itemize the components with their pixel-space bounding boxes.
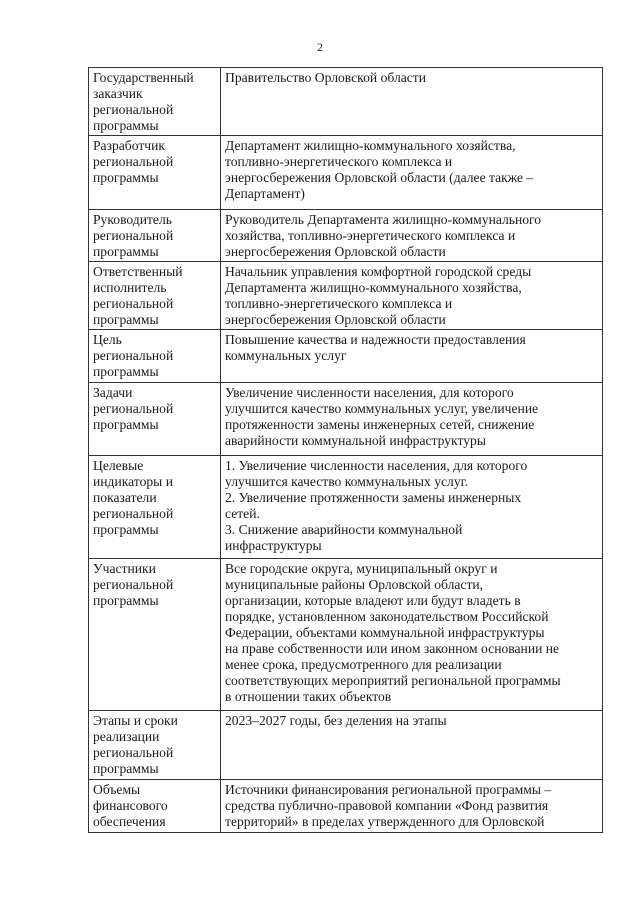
value-line: хозяйства, топливно-энергетического комплекса и (225, 228, 516, 243)
row-value (221, 68, 603, 136)
row-label (89, 559, 221, 711)
value-line: топливно-энергетического комплекса и (225, 154, 453, 169)
row-label (89, 210, 221, 262)
table-row-customer (89, 68, 603, 136)
value-line: на праве собственности или ином законном основании не (225, 641, 560, 656)
label-line: реализации (93, 729, 160, 744)
label-line: показатели (93, 490, 157, 505)
label-line: региональной (93, 228, 174, 243)
label-line: региональной (93, 577, 174, 592)
value-line: энергосбережения Орловской области (225, 244, 446, 259)
label-line: Государственный (93, 70, 194, 85)
value-line: инфраструктуры (225, 538, 322, 553)
value-line: организации, которые владеют или будут владеть в (225, 593, 521, 608)
label-line: Ответственный (93, 264, 183, 279)
label-line: Этапы и сроки (93, 713, 178, 728)
table-row-tasks (89, 383, 603, 456)
label-line: региональной (93, 348, 174, 363)
row-value (221, 262, 603, 330)
table-row-executor (89, 262, 603, 330)
label-line: региональной (93, 745, 174, 760)
label-line: Участники (93, 561, 156, 576)
value-line: Все городские округа, муниципальный округ и (225, 561, 498, 576)
value-line: энергосбережения Орловской области (225, 312, 446, 327)
value-line: 1. Увеличение численности населения, для которого (225, 458, 528, 473)
row-label (89, 383, 221, 456)
value-line: менее срока, предусмотренного для реализации (225, 657, 502, 672)
row-value (221, 330, 603, 383)
value-line: Департамент жилищно-коммунального хозяйства, (225, 138, 516, 153)
label-line: исполнитель (93, 280, 167, 295)
label-line: Объемы (93, 782, 141, 797)
value-line: соответствующих мероприятий региональной программы (225, 673, 561, 688)
value-line: коммунальных услуг (225, 348, 347, 363)
label-line: региональной (93, 506, 174, 521)
label-line: программы (93, 312, 159, 327)
table-row-participants (89, 559, 603, 711)
row-label (89, 68, 221, 136)
value-line: территорий» в пределах утвержденного для Орловской (225, 814, 545, 829)
label-line: региональной (93, 401, 174, 416)
value-line: 3. Снижение аварийности коммунальной (225, 522, 463, 537)
table-row-goal (89, 330, 603, 383)
row-value (221, 210, 603, 262)
label-line: Разработчик (93, 138, 165, 153)
label-line: Цель (93, 332, 122, 347)
label-line: региональной (93, 296, 174, 311)
value-line: в отношении таких объектов (225, 689, 392, 704)
label-line: региональной (93, 154, 174, 169)
row-label (89, 780, 221, 833)
value-line: Увеличение численности населения, для которого (225, 385, 514, 400)
value-line: Начальник управления комфортной городской среды (225, 264, 532, 279)
table-row-funding (89, 780, 603, 833)
label-line: региональной (93, 102, 174, 117)
row-label (89, 456, 221, 559)
label-line: финансового (93, 798, 168, 813)
label-line: программы (93, 244, 159, 259)
label-line: программы (93, 761, 159, 776)
row-label (89, 711, 221, 780)
table-row-indicators (89, 456, 603, 559)
label-line: программы (93, 593, 159, 608)
row-label (89, 330, 221, 383)
value-line: Департамент) (225, 186, 305, 201)
table-row-head (89, 210, 603, 262)
value-line: улучшится качество коммунальных услуг. (225, 474, 469, 489)
value-line: 2023–2027 годы, без деления на этапы (225, 713, 447, 728)
value-line: порядке, установленном законодательством Российской (225, 609, 549, 624)
program-passport-table (88, 67, 603, 833)
label-line: программы (93, 118, 159, 133)
value-line: топливно-энергетического комплекса и (225, 296, 453, 311)
row-label (89, 136, 221, 210)
table-row-developer (89, 136, 603, 210)
value-line: сетей. (225, 506, 260, 521)
value-line: аварийности коммунальной инфраструктуры (225, 433, 486, 448)
table-row-stages (89, 711, 603, 780)
value-line: муниципальные районы Орловской области, (225, 577, 484, 592)
row-value (221, 383, 603, 456)
value-line: Источники финансирования региональной программы – (225, 782, 552, 797)
value-line: 2. Увеличение протяженности замены инженерных (225, 490, 522, 505)
value-line: средства публично-правовой компании «Фонд развития (225, 798, 549, 813)
label-line: Задачи (93, 385, 133, 400)
row-value (221, 780, 603, 833)
value-line: Повышение качества и надежности предоставления (225, 332, 526, 347)
label-line: Руководитель (93, 212, 172, 227)
label-line: заказчик (93, 86, 143, 101)
row-label (89, 262, 221, 330)
label-line: программы (93, 170, 159, 185)
value-line: Руководитель Департамента жилищно-коммунального (225, 212, 542, 227)
row-value (221, 559, 603, 711)
value-line: Правительство Орловской области (225, 70, 427, 85)
value-line: Департамента жилищно-коммунального хозяйства, (225, 280, 522, 295)
row-value (221, 456, 603, 559)
value-line: энергосбережения Орловской области (далее также – (225, 170, 534, 185)
row-value (221, 136, 603, 210)
label-line: программы (93, 522, 159, 537)
label-line: программы (93, 364, 159, 379)
label-line: Целевые (93, 458, 144, 473)
label-line: программы (93, 417, 159, 432)
label-line: обеспечения (93, 814, 166, 829)
value-line: улучшится качество коммунальных услуг, увеличение (225, 401, 539, 416)
label-line: индикаторы и (93, 474, 173, 489)
value-line: протяженности замены инженерных сетей, снижение (225, 417, 535, 432)
value-line: Федерации, объектами коммунальной инфраструктуры (225, 625, 545, 640)
page-number: 2 (317, 40, 323, 54)
row-value (221, 711, 603, 780)
